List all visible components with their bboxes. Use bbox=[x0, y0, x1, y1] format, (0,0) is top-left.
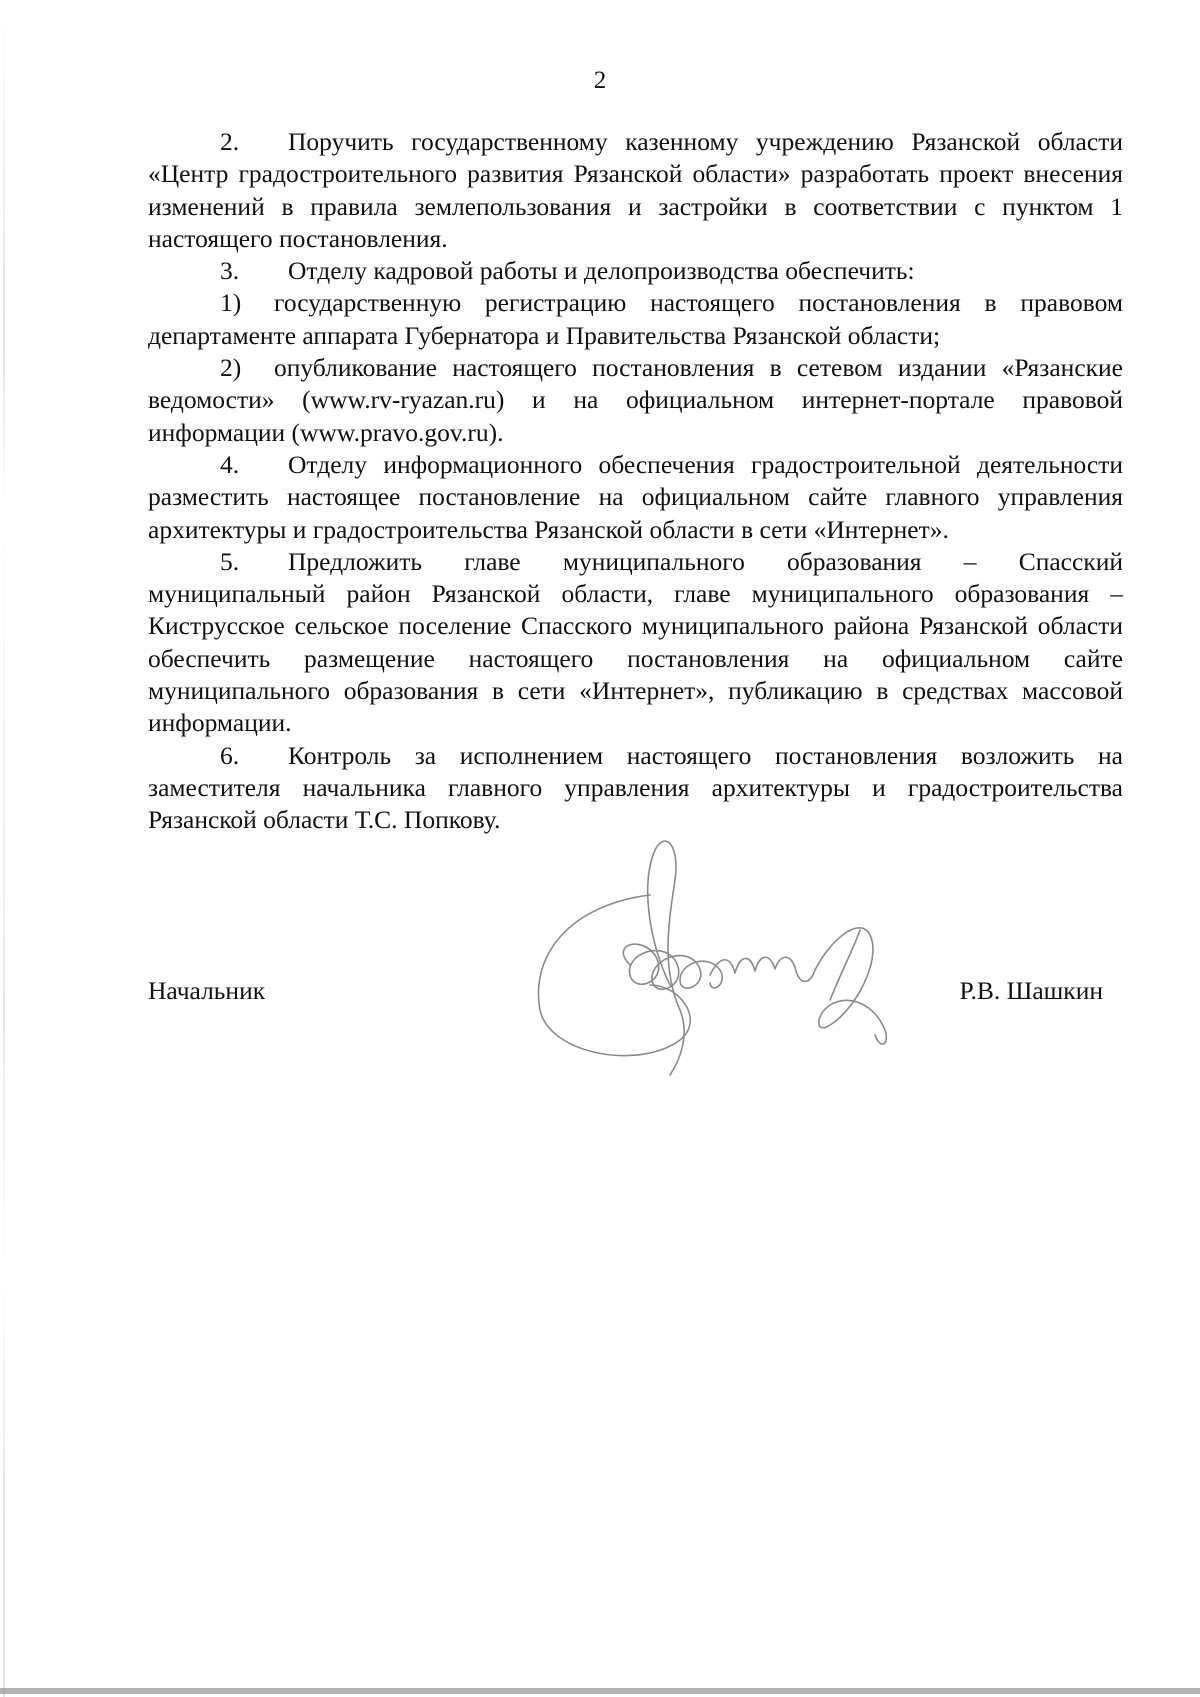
paragraph-number: 6. bbox=[220, 740, 240, 770]
handwritten-signature bbox=[530, 835, 910, 1085]
document-body bbox=[148, 126, 1123, 837]
signatory-name: Р.В. Шашкин bbox=[959, 976, 1103, 1005]
signatory-position: Начальник bbox=[148, 976, 266, 1005]
paragraph-number: 5. bbox=[220, 546, 240, 576]
paragraph-number: 2) bbox=[220, 353, 242, 383]
paragraph-subitem-2 bbox=[148, 352, 1123, 449]
scan-edge-left bbox=[3, 0, 5, 1697]
paragraph-text: Поручить государственному казенному учреждению Рязанской области «Центр градостроительного развития Рязанской области» разработать проект внесения изменений в правила землепользования и застройки в соответствии с пунктом 1 настоящего постановления. bbox=[148, 127, 1123, 253]
paragraph-number: 1) bbox=[220, 288, 242, 318]
paragraph-item-5 bbox=[148, 546, 1123, 740]
paragraph-item-2 bbox=[148, 126, 1123, 255]
paragraph-text: опубликование настоящего постановления в сетевом издании «Рязанские ведомости» (www.rv-ryazan.ru) и на официальном интернет-портале правовой информации (www.pravo.gov.ru). bbox=[148, 353, 1123, 447]
page-number: 2 bbox=[593, 67, 607, 94]
signature-block bbox=[148, 975, 1103, 1015]
signature-loop-tall bbox=[648, 841, 684, 1075]
paragraph-number: 3. bbox=[220, 256, 240, 286]
paragraph-item-4 bbox=[148, 449, 1123, 546]
paragraph-text: Контроль за исполнением настоящего постановления возложить на заместителя начальника главного управления архитектуры и градостроительства Рязанской области Т.С. Попкову. bbox=[148, 740, 1123, 835]
paragraph-number: 2. bbox=[220, 127, 240, 156]
paragraph-item-6 bbox=[148, 740, 1123, 837]
paragraph-number: 4. bbox=[220, 449, 240, 479]
paragraph-text: Отделу кадровой работы и делопроизводства обеспечить: bbox=[288, 256, 915, 286]
scan-edge-bottom bbox=[0, 1688, 1200, 1694]
paragraph-text: Отделу информационного обеспечения градостроительной деятельности разместить настоящее постановление на официальном сайте главного управления архитектуры и градостроительства Рязанской области в сети «Интернет». bbox=[148, 449, 1123, 544]
paragraph-subitem-1 bbox=[148, 287, 1123, 352]
paragraph-text: Предложить главе муниципального образования – Спасский муниципальный район Рязанской области, главе муниципального образования – Киструсское сельское поселение Спасского муниципального района Рязанской области обеспечить размещение настоящего постановления на официальном сайте муниципального образования в сети «Интернет», публикацию в средствах массовой информации. bbox=[148, 546, 1123, 738]
paragraph-item-3 bbox=[148, 255, 1123, 287]
paragraph-text: государственную регистрацию настоящего постановления в правовом департаменте аппарата Губернатора и Правительства Рязанской области; bbox=[148, 288, 1123, 350]
